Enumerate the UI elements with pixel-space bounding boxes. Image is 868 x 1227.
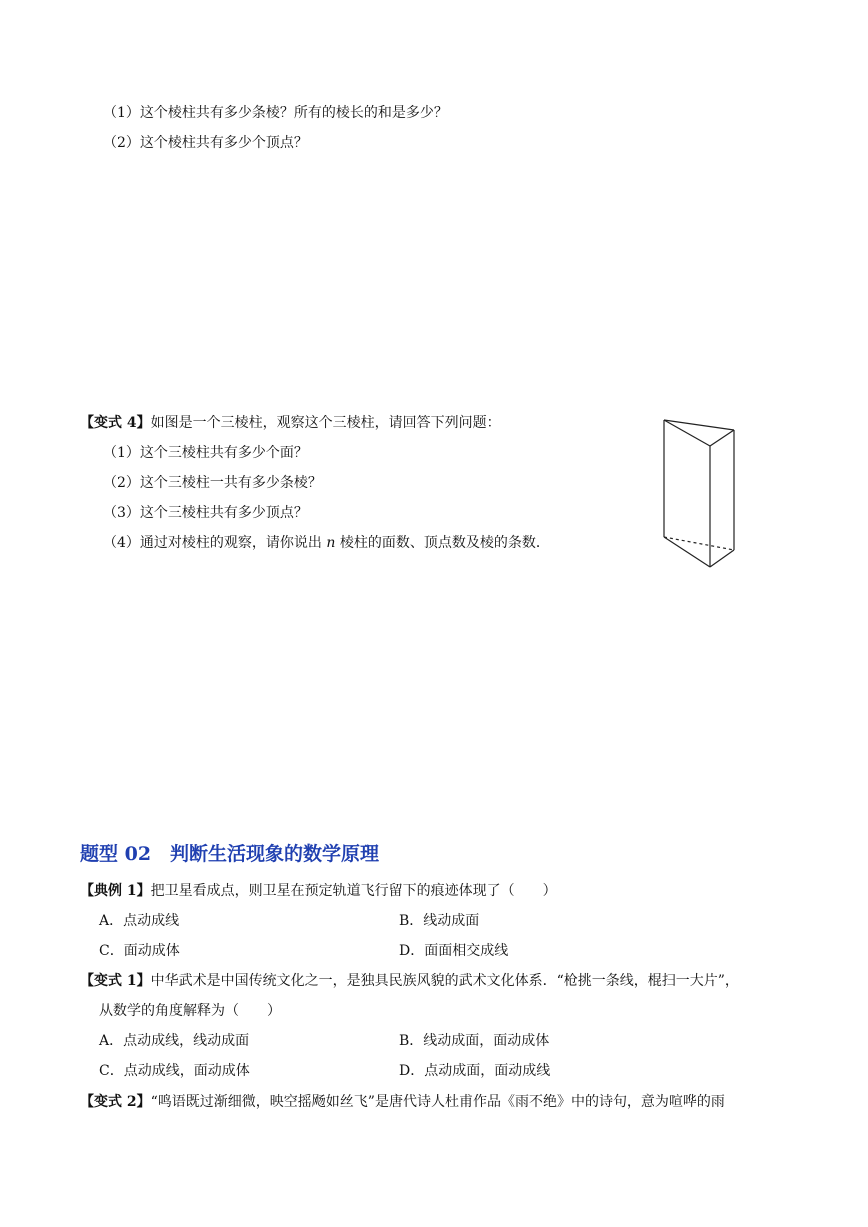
variant4-stem: 如图是一个三棱柱，观察这个三棱柱，请回答下列问题： — [150, 415, 501, 431]
example1-option-d: D．面面相交成线 — [399, 943, 509, 959]
variant4-tag: 【变式 4】 — [80, 415, 151, 431]
prism-bottom-edge-front — [664, 537, 710, 567]
variant1-stem-continued: 从数学的角度解释为（ ） — [99, 1003, 281, 1019]
example1-tag: 【典例 1】 — [80, 883, 151, 899]
variant1-option-c: C．点动成线，面动成体 — [99, 1063, 250, 1079]
variant1-stem-line — [80, 971, 739, 991]
variant2-stem-line — [80, 1092, 725, 1112]
example1-option-b: B．线动成面 — [399, 913, 480, 929]
triangular-prism-figure — [655, 410, 745, 575]
prism-top-edge-right — [710, 430, 734, 446]
variant1-option-a: A．点动成线，线动成面 — [99, 1033, 250, 1049]
variant4-q4-variable: n — [326, 535, 336, 551]
variant2-tag: 【变式 2】 — [80, 1094, 151, 1110]
variant4-q4-pre: （4）通过对棱柱的观察，请你说出 — [103, 535, 327, 551]
section2-heading: 题型 02 判断生活现象的数学原理 — [80, 843, 380, 865]
question-1: （1）这个棱柱共有多少条棱？所有的棱长的和是多少？ — [103, 105, 448, 121]
variant1-tag: 【变式 1】 — [80, 973, 151, 989]
example1-option-a: A．点动成线 — [99, 913, 180, 929]
variant2-stem: “鸣语既过渐细微，映空摇飏如丝飞”是唐代诗人杜甫作品《雨不绝》中的诗句，意为喧哗的雨 — [150, 1094, 725, 1110]
prism-bottom-edge-right — [710, 550, 734, 567]
prism-top-edge-back — [664, 420, 734, 430]
variant4-question-2: （2）这个三棱柱一共有多少条棱？ — [103, 475, 322, 491]
variant4-question-3: （3）这个三棱柱共有多少顶点？ — [103, 505, 308, 521]
example1-stem-line — [80, 881, 557, 901]
variant1-stem: 中华武术是中国传统文化之一，是独具民族风貌的武术文化体系．“枪挑一条线，棍扫一大片”， — [150, 973, 739, 989]
question-2: （2）这个棱柱共有多少个顶点？ — [103, 135, 308, 151]
variant4-question-1: （1）这个三棱柱共有多少个面？ — [103, 445, 308, 461]
example1-stem: 把卫星看成点，则卫星在预定轨道飞行留下的痕迹体现了（ ） — [150, 883, 557, 899]
example1-option-c: C．面动成体 — [99, 943, 180, 959]
variant1-option-b: B．线动成面，面动成体 — [399, 1033, 550, 1049]
prism-top-edge-front — [664, 420, 710, 446]
variant1-option-d: D．点动成面，面动成线 — [399, 1063, 551, 1079]
variant4-question-4 — [103, 533, 550, 553]
variant4-q4-post: 棱柱的面数、顶点数及棱的条数． — [335, 535, 550, 551]
variant4-stem-line — [80, 413, 501, 433]
